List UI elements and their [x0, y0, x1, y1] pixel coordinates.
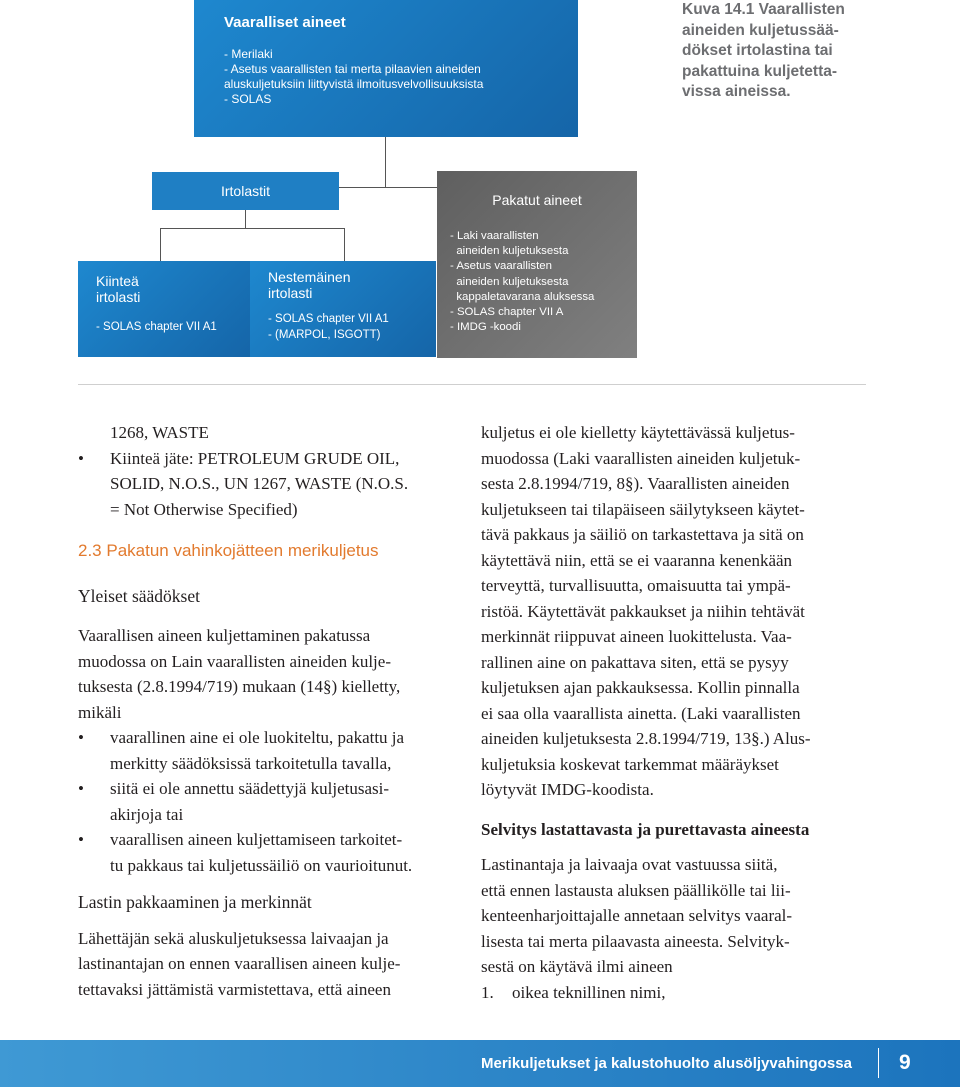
figure-caption: [682, 0, 952, 103]
bullet-item: [78, 725, 456, 776]
text-line: mikäli: [78, 702, 122, 722]
bullet-item: [78, 446, 456, 523]
right-column: [481, 420, 881, 1005]
footer-separator: [878, 1048, 879, 1078]
diagram-box-kiintea: [78, 261, 250, 357]
text-line: = Not Otherwise Specified): [110, 499, 298, 519]
caption-line: pakattuina kuljetetta-: [682, 62, 838, 80]
box-line: - SOLAS chapter VII A: [450, 306, 564, 319]
section-heading: 2.3 Pakatun vahinkojätteen merikuljetus: [78, 541, 379, 560]
connector-line: [339, 187, 437, 188]
left-column: [78, 420, 456, 1002]
connector-line: [160, 228, 161, 261]
text-line: Vaarallisen aineen kuljettaminen pakatussa: [78, 626, 371, 645]
subheading: Yleiset säädökset: [78, 585, 200, 606]
text-line: tettavaksi jättämistä varmistettava, että aineen: [78, 979, 391, 999]
text-line: merkinnät riippuvat aineen luokittelusta. Vaa-: [481, 627, 792, 646]
box-line: - Merilaki: [224, 47, 273, 61]
text-line: kuljetuksen ajan pakkauksessa. Kollin pinnalla: [481, 678, 800, 697]
list-number: 1.: [481, 982, 494, 1002]
text-line: tu pakkaus tai kuljetussäiliö on vaurioitunut.: [110, 855, 413, 875]
page-number: 9: [899, 1051, 911, 1074]
numbered-item: [481, 980, 881, 1006]
text-line: lastinantajan on ennen vaarallisen aineen kulje-: [78, 954, 401, 973]
box-title: irtolasti: [268, 285, 313, 301]
list-text: oikea teknillinen nimi,: [512, 982, 666, 1002]
text-line: Lähettäjän sekä aluskuljetuksessa laivaajan ja: [78, 928, 389, 948]
text-line: SOLID, N.O.S., UN 1267, WASTE (N.O.S.: [110, 474, 409, 493]
box-line: - SOLAS: [224, 92, 272, 106]
box-line: - IMDG -koodi: [450, 321, 521, 334]
diagram-irtolastit-header: Irtolastit: [152, 172, 339, 210]
connector-line: [160, 228, 345, 229]
text-line: lisesta tai merta pilaavasta aineesta. Selvityk-: [481, 931, 790, 951]
bullet-item: [78, 827, 456, 878]
subheading: Lastin pakkaaminen ja merkinnät: [78, 892, 312, 912]
text-line: kenteenharjoittajalle annetaan selvitys vaaral-: [481, 906, 793, 925]
text-line: tuksesta (2.8.1994/719) mukaan (14§) kielletty,: [78, 677, 401, 696]
diagram-box-vaaralliset: [194, 0, 578, 137]
text-line: merkitty säädöksissä tarkoitetulla tavalla,: [110, 753, 392, 773]
footer-title: Merikuljetukset ja kalustohuolto alusöljyvahingossa: [481, 1055, 852, 1072]
caption-line: dökset irtolastina tai: [682, 42, 833, 59]
connector-line: [245, 210, 246, 228]
text-line: kuljetukseen tai tilapäiseen säilytykseen käytet-: [481, 499, 805, 519]
text-line: ristöä. Käytettävät pakkaukset ja niihin tehtävät: [481, 601, 805, 621]
box-line: - Asetus vaarallisten tai merta pilaavien aineiden: [224, 62, 481, 76]
box-title: Vaaralliset aineet: [224, 14, 346, 31]
box-line: - Laki vaarallisten: [450, 230, 539, 242]
box-line: aluskuljetuksiin liittyvistä ilmoitusvelvollisuuksista: [224, 77, 484, 91]
paragraph: [481, 852, 881, 980]
diagram-box-pakatut: [437, 171, 637, 358]
text-line: löytyvät IMDG-koodista.: [481, 780, 654, 799]
text-line: muodossa on Lain vaarallisten aineiden kulje-: [78, 651, 391, 671]
connector-line: [344, 228, 345, 261]
bullet-item: [78, 776, 456, 827]
text-line: terveyttä, turvallisuutta, omaisuutta tai ympä-: [481, 576, 791, 595]
box-title: irtolasti: [96, 289, 141, 305]
text-line: • siitä ei ole annettu säädettyjä kuljetusasi-: [110, 779, 389, 798]
text-line: tävä pakkaus ja säiliö on tarkastettava ja sitä on: [481, 525, 804, 544]
box-title: Pakatut aineet: [492, 192, 582, 208]
text-line: 1268, WASTE: [110, 423, 209, 442]
text-line: kuljetuksia koskevat tarkemmat määräykset: [481, 754, 779, 774]
paragraph: [481, 420, 881, 803]
box-line: kappaletavarana aluksessa: [450, 290, 595, 303]
text-line: ei saa olla vaarallista ainetta. (Laki vaarallisten: [481, 703, 801, 723]
text-line: akirjoja tai: [110, 804, 184, 824]
text-line: • vaarallisen aineen kuljettamiseen tarkoitet-: [110, 830, 403, 849]
box-line: - Asetus vaarallisten: [450, 260, 552, 273]
caption-line: Kuva 14.1 Vaarallisten: [682, 1, 845, 18]
box-line: - SOLAS chapter VII A1: [268, 313, 389, 325]
paragraph: [78, 623, 456, 725]
diagram-box-nestemainen: [250, 261, 436, 357]
footer-bar: [0, 1040, 960, 1087]
box-line: aineiden kuljetuksesta: [450, 245, 569, 258]
subheading: Selvitys lastattavasta ja purettavasta aineesta: [481, 819, 810, 839]
text-line: käytettävä niin, että se ei vaaranna kenenkään: [481, 550, 793, 570]
connector-line: [385, 137, 386, 187]
box-title: Kiinteä: [96, 273, 139, 289]
text-line: muodossa (Laki vaarallisten aineiden kuljetuk-: [481, 448, 801, 468]
caption-line: vissa aineissa.: [682, 83, 791, 100]
text-line: • Kiinteä jäte: PETROLEUM GRUDE OIL,: [110, 448, 400, 468]
text-line: rallinen aine on pakattava siten, että se pysyy: [481, 652, 789, 672]
text-line: • vaarallinen aine ei ole luokiteltu, pakattu ja: [110, 728, 405, 747]
box-title: Nestemäinen: [268, 269, 351, 285]
divider: [78, 384, 866, 385]
text-line: aineiden kuljetuksesta 2.8.1994/719, 13§.) Alus-: [481, 729, 811, 748]
box-line: - SOLAS chapter VII A1: [96, 321, 217, 333]
box-line: aineiden kuljetuksesta: [450, 275, 569, 288]
text-line: kuljetus ei ole kielletty käytettävässä kuljetus-: [481, 423, 795, 442]
text-line: että ennen lastausta aluksen päällikölle tai lii-: [481, 880, 791, 900]
box-line: - (MARPOL, ISGOTT): [268, 329, 381, 341]
text-line: Lastinantaja ja laivaaja ovat vastuussa siitä,: [481, 855, 778, 874]
caption-line: aineiden kuljetussää-: [682, 21, 839, 39]
text-line: sestä on käytävä ilmi aineen: [481, 957, 673, 976]
paragraph: [78, 926, 456, 1003]
text-line: sesta 2.8.1994/719, 8§). Vaarallisten aineiden: [481, 474, 790, 493]
